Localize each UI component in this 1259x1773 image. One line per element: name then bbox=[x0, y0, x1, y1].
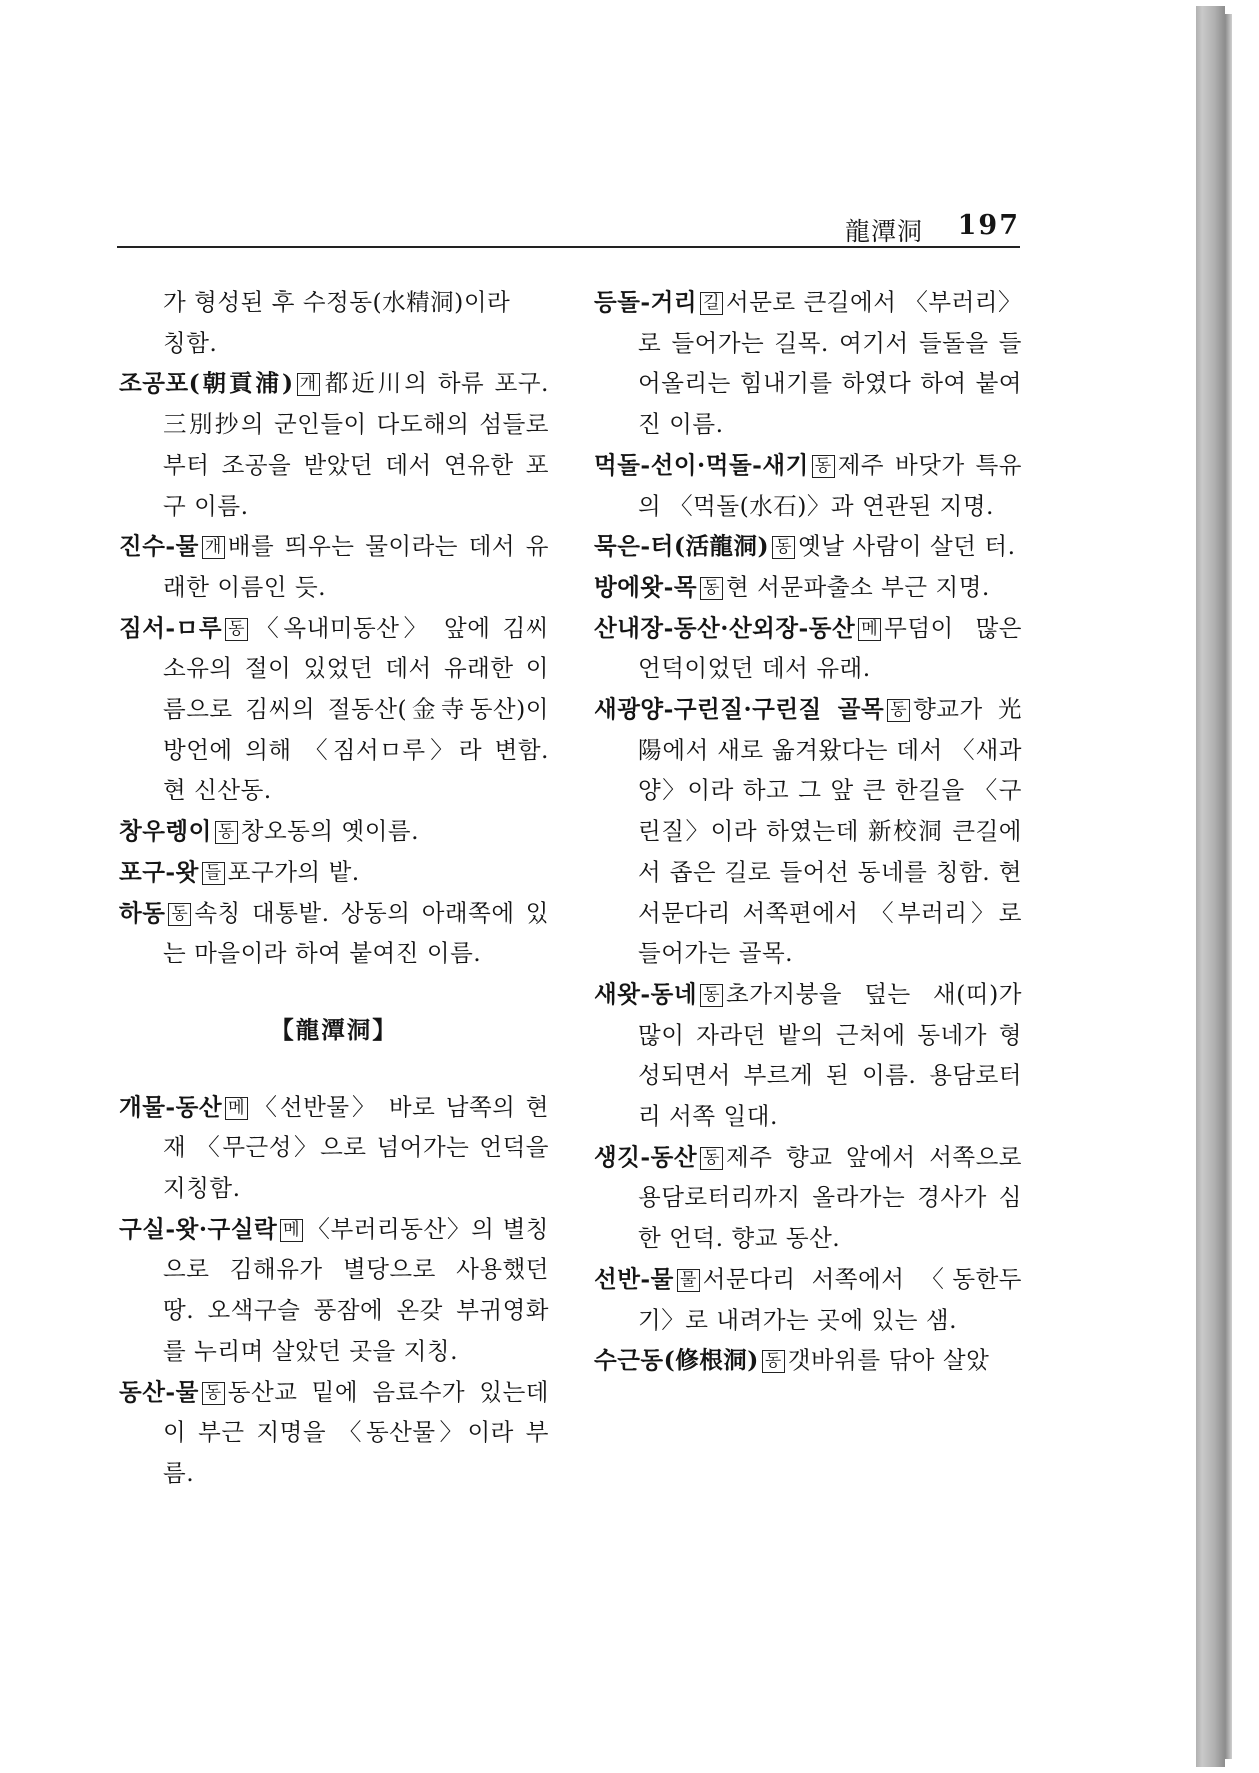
entry-definition: 都近川의 하류 포구. 三別抄의 군인들이 다도해의 섬들로부터 조공을 받았던 데서 연유한 포구 이름. bbox=[163, 369, 549, 520]
dictionary-entry bbox=[594, 567, 1022, 608]
dictionary-entry bbox=[594, 974, 1022, 1137]
category-tag: 물 bbox=[677, 1269, 700, 1292]
category-tag: 개 bbox=[202, 536, 225, 559]
entry-definition: 갯바위를 닦아 살았 bbox=[787, 1346, 990, 1375]
category-tag: 동 bbox=[887, 699, 910, 722]
dictionary-entry bbox=[594, 282, 1022, 445]
continued-line-1: 가 형성된 후 수정동(水精洞)이라 bbox=[163, 288, 511, 316]
continued-text bbox=[119, 282, 549, 363]
entry-definition: 서문로 큰길에서 〈부러리〉로 들어가는 길목. 여기서 들돌을 들어올리는 힘내기를 하였다 하여 붙여진 이름. bbox=[638, 288, 1022, 439]
category-tag: 동 bbox=[700, 1147, 723, 1170]
entry-list bbox=[119, 363, 549, 974]
entry-definition: 제주 향교 앞에서 서쪽으로 용담로터리까지 올라가는 경사가 심한 언덕. 향교 동산. bbox=[638, 1142, 1022, 1253]
entry-headword: 방에왓-목 bbox=[594, 572, 698, 601]
header-title: 龍潭洞 bbox=[844, 217, 923, 246]
dictionary-entry bbox=[119, 608, 549, 812]
entry-definition: 〈옥내미동산〉 앞에 김씨 소유의 절이 있었던 데서 유래한 이름으로 김씨의 절동산(金寺동산)이 방언에 의해 〈짐서ㅁ루〉라 변함. 현 신산동. bbox=[163, 613, 549, 805]
category-tag: 메 bbox=[280, 1219, 303, 1242]
category-tag: 동 bbox=[700, 577, 723, 600]
entry-headword: 먹돌-선이·먹돌-새기 bbox=[594, 450, 809, 479]
dictionary-entry bbox=[119, 526, 549, 607]
category-tag: 동 bbox=[700, 984, 723, 1007]
category-tag: 개 bbox=[297, 373, 320, 396]
page-edge-inner bbox=[1225, 14, 1232, 1759]
entry-headword: 등돌-거리 bbox=[594, 288, 698, 316]
entry-headword: 선반-물 bbox=[594, 1264, 674, 1293]
entry-definition: 옛날 사람이 살던 터. bbox=[798, 532, 1016, 561]
dictionary-entry bbox=[119, 811, 549, 852]
right-column bbox=[594, 282, 1022, 1381]
left-column bbox=[119, 282, 549, 1494]
continued-line-2: 칭함. bbox=[163, 328, 218, 357]
dictionary-entry bbox=[119, 363, 549, 526]
dictionary-entry bbox=[594, 445, 1022, 526]
entry-definition: 〈선반물〉 바로 남쪽의 현재 〈무근성〉으로 넘어가는 언덕을 지칭함. bbox=[163, 1092, 549, 1203]
dictionary-entry bbox=[594, 1340, 1022, 1381]
category-tag: 동 bbox=[168, 903, 191, 926]
entry-list bbox=[594, 282, 1022, 1381]
entry-headword: 구실-왓·구실락 bbox=[119, 1214, 278, 1243]
dictionary-entry bbox=[594, 689, 1022, 974]
entry-headword: 개물-동산 bbox=[119, 1092, 223, 1121]
category-tag: 길 bbox=[700, 292, 723, 315]
section-title: 【龍潭洞】 bbox=[270, 1015, 398, 1044]
category-tag: 메 bbox=[225, 1097, 248, 1120]
page-number: 197 bbox=[957, 210, 1020, 241]
entry-definition: 초가지붕을 덮는 새(띠)가 많이 자라던 밭의 근처에 동네가 형성되면서 부르게 된 이름. 용담로터리 서쪽 일대. bbox=[638, 979, 1022, 1131]
entry-headword: 포구-왓 bbox=[119, 857, 199, 886]
entry-definition: 속칭 대통밭. 상동의 아래쪽에 있는 마을이라 하여 붙여진 이름. bbox=[163, 898, 549, 968]
category-tag: 동 bbox=[772, 536, 795, 559]
entry-headword: 새광양-구린질·구린질 골목 bbox=[594, 695, 885, 724]
entry-definition: 서문다리 서쪽에서 〈동한두기〉로 내려가는 곳에 있는 샘. bbox=[638, 1264, 1022, 1334]
entry-definition: 향교가 光陽에서 새로 옮겨왔다는 데서 〈새과양〉이라 하고 그 앞 큰 한길을 〈구린질〉이라 하였는데 新校洞 큰길에서 좁은 길로 들어선 동네를 칭함. 현 서문다리 서쪽편에서 〈부러리〉로 들어가는 골목. bbox=[638, 695, 1022, 968]
dictionary-entry bbox=[119, 1372, 549, 1494]
category-tag: 메 bbox=[858, 618, 881, 641]
dictionary-entry bbox=[594, 1259, 1022, 1340]
dictionary-entry bbox=[594, 1137, 1022, 1259]
entry-definition: 동산교 밑에 음료수가 있는데 이 부근 지명을 〈동산물〉이라 부름. bbox=[163, 1377, 549, 1487]
category-tag: 동 bbox=[812, 455, 835, 478]
entry-headword: 조공포(朝貢浦) bbox=[119, 369, 294, 398]
entry-headword: 하동 bbox=[119, 898, 166, 927]
entry-headword: 새왓-동네 bbox=[594, 979, 698, 1008]
category-tag: 동 bbox=[225, 618, 248, 641]
entry-definition: 현 서문파출소 부근 지명. bbox=[726, 572, 990, 601]
entry-headword: 수근동(修根洞) bbox=[594, 1346, 759, 1375]
entry-definition: 배를 띄우는 물이라는 데서 유래한 이름인 듯. bbox=[163, 532, 549, 601]
entry-headword: 묵은-터(活龍洞) bbox=[594, 532, 770, 561]
entry-definition: 창오동의 옛이름. bbox=[240, 817, 420, 846]
dictionary-entry bbox=[594, 526, 1022, 567]
entry-headword: 짐서-ㅁ루 bbox=[119, 613, 223, 642]
entry-definition: 〈부러리동산〉의 별칭으로 김해유가 별당으로 사용했던 땅. 오색구슬 풍잠에 온갖 부귀영화를 누리며 살았던 곳을 지칭. bbox=[163, 1214, 549, 1365]
entry-headword: 동산-물 bbox=[119, 1377, 199, 1406]
category-tag: 들 bbox=[202, 862, 225, 885]
running-header bbox=[117, 212, 1020, 246]
dictionary-entry bbox=[594, 608, 1022, 689]
dictionary-entry bbox=[119, 893, 549, 974]
entry-headword: 산내장-동산·산외장-동산 bbox=[594, 613, 856, 642]
dictionary-entry bbox=[119, 852, 549, 893]
entry-list bbox=[119, 1087, 549, 1494]
header-rule bbox=[117, 246, 1020, 248]
dictionary-entry bbox=[119, 1209, 549, 1372]
category-tag: 동 bbox=[215, 821, 238, 844]
category-tag: 동 bbox=[762, 1350, 785, 1373]
dictionary-entry bbox=[119, 1087, 549, 1209]
entry-headword: 진수-물 bbox=[119, 532, 199, 561]
entry-definition: 포구가의 밭. bbox=[227, 857, 360, 886]
category-tag: 동 bbox=[202, 1382, 225, 1405]
entry-definition: 무덤이 많은 언덕이었던 데서 유래. bbox=[638, 613, 1022, 683]
entry-definition: 제주 바닷가 특유의 〈먹돌(水石)〉과 연관된 지명. bbox=[638, 450, 1022, 520]
entry-headword: 생깃-동산 bbox=[594, 1142, 698, 1171]
entry-headword: 창우렝이 bbox=[119, 817, 212, 846]
